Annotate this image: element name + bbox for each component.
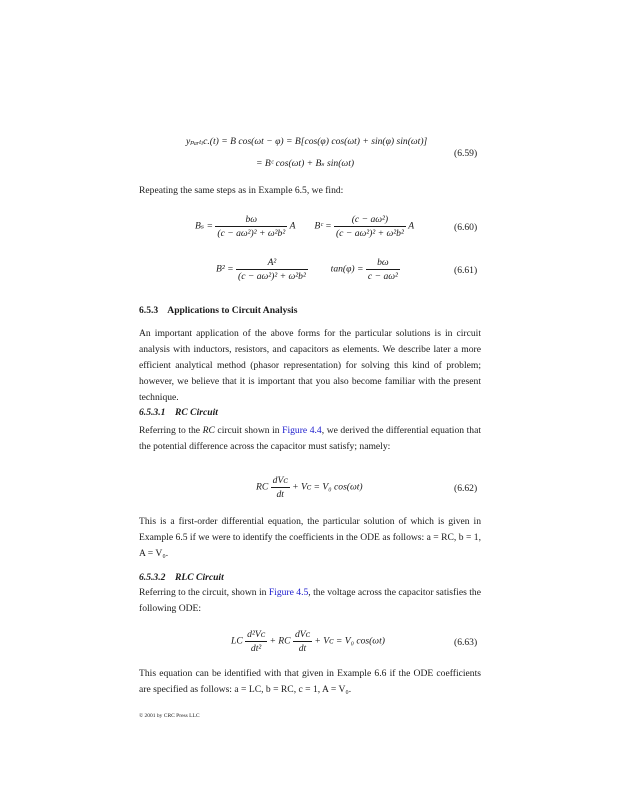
bc-denominator: (c − aω²)² + ω²b²: [335, 228, 404, 239]
paragraph-rc-circuit: [139, 423, 481, 455]
rc-pre: Referring to the: [139, 425, 203, 436]
b2-fraction: [236, 256, 308, 283]
bs-fraction: [215, 213, 287, 240]
eq662-denominator: dt: [276, 489, 284, 500]
section-title: Applications to Circuit Analysis: [167, 305, 298, 316]
subsection-number: 6.5.3.1: [139, 407, 166, 418]
subsection-title: RC Circuit: [174, 407, 218, 418]
subsection-number: 6.5.3.2: [139, 572, 166, 583]
eq663-numerator-2: dVᴄ: [294, 629, 310, 640]
equation-number-6-63: (6.63): [454, 637, 478, 648]
paragraph-rlc-circuit: [139, 585, 481, 617]
equation-number-6-61: (6.61): [454, 265, 478, 276]
eq663-lc: LC: [231, 635, 243, 647]
paragraph-applications: An important application of the above forms for the particular solutions is in circuit analysis with inductors, resistors, and capacitors as elements. We describe later a more efficient analytical method (phasor representation) for solving this kind of problem; however, we believe that it is important that you also become familiar with the present technique.: [139, 328, 481, 403]
tan-fraction: [366, 256, 400, 283]
equation-number-6-60: (6.60): [454, 222, 478, 233]
rlc-pre: Referring to the circuit, shown in: [139, 587, 269, 598]
rc-post: , we derived the differential equation that the potential difference across the capacitor must satisfy; namely:: [139, 425, 481, 452]
eq663-rhs: + Vᴄ = V₀ cos(ωt): [314, 635, 385, 647]
figure-4-5-link[interactable]: Figure 4.5: [268, 587, 309, 598]
rc-mid: circuit shown in: [214, 425, 283, 436]
equation-number-6-62: (6.62): [454, 483, 478, 494]
section-heading-6-5-3-2: [139, 572, 224, 583]
equation-6-59-line1: [186, 136, 427, 147]
bs-numerator: bω: [215, 213, 287, 227]
bc-lhs: Bᶜ =: [314, 220, 332, 232]
eq663-fraction-2: [293, 628, 312, 655]
bs-lhs: Bₛ =: [195, 220, 213, 232]
bc-tail: A: [408, 220, 415, 232]
eq659-line1: yₚₐᵣₜᵢc.(t) = B cos(ωt − φ) = B[cos(φ) cos(ωt) + sin(φ) sin(ωt)]: [186, 136, 428, 147]
eq663-denominator-1: dt²: [250, 643, 262, 654]
eq662-fraction: [271, 474, 290, 501]
b2-denominator: (c − aω²)² + ω²b²: [238, 271, 306, 282]
equation-6-61: [216, 256, 400, 283]
b2-lhs: B² =: [216, 263, 234, 275]
equation-6-59-line2: [256, 158, 354, 169]
equation-6-62: [256, 474, 363, 501]
tan-numerator: bω: [366, 256, 400, 270]
eq662-rhs: + Vᴄ = V₀ cos(ωt): [292, 481, 363, 493]
rlc-post: , the voltage across the capacitor satisfies the following ODE:: [139, 587, 481, 614]
eq663-rc: + RC: [269, 635, 291, 647]
paragraph-first-order: This is a first-order differential equation, the particular solution of which is given in Example 6.5 if we were to identify the coefficients in the ODE as follows: a = RC, b = 1, A = V₀.: [139, 516, 481, 559]
eq663-denominator-2: dt: [298, 643, 307, 654]
paragraph-repeating: Repeating the same steps as in Example 6.5, we find:: [139, 185, 344, 196]
section-number: 6.5.3: [139, 305, 159, 316]
rc-italic: RC: [202, 425, 215, 436]
figure-4-4-link[interactable]: Figure 4.4: [282, 425, 322, 436]
tan-lhs: tan(φ) =: [330, 263, 364, 275]
tan-denominator: c − aω²: [367, 271, 398, 282]
copyright-footer: © 2001 by CRC Press LLC: [139, 713, 200, 719]
eq662-numerator: dVᴄ: [272, 475, 288, 486]
equation-6-63: [231, 628, 385, 655]
b2-numerator: A²: [236, 256, 308, 270]
bc-numerator: (c − aω²): [334, 213, 406, 227]
eq662-lhs: RC: [256, 481, 269, 493]
equation-number-6-59: (6.59): [454, 148, 478, 159]
bc-fraction: [334, 213, 406, 240]
bs-tail: A: [289, 220, 296, 232]
subsection-title: RLC Circuit: [174, 572, 224, 583]
section-heading-6-5-3-1: [139, 407, 218, 418]
eq659-line2: = Bᶜ cos(ωt) + Bₛ sin(ωt): [256, 158, 355, 169]
equation-6-60: [195, 213, 414, 240]
bs-denominator: (c − aω²)² + ω²b²: [217, 228, 286, 239]
eq663-fraction-1: [245, 628, 267, 655]
section-heading-6-5-3: [139, 305, 297, 316]
eq663-numerator-1: d²Vᴄ: [247, 629, 266, 640]
paragraph-identified: This equation can be identified with that given in Example 6.6 if the ODE coefficients are specified as follows: a = LC, b = RC, c = 1, A = V₀.: [139, 668, 481, 695]
